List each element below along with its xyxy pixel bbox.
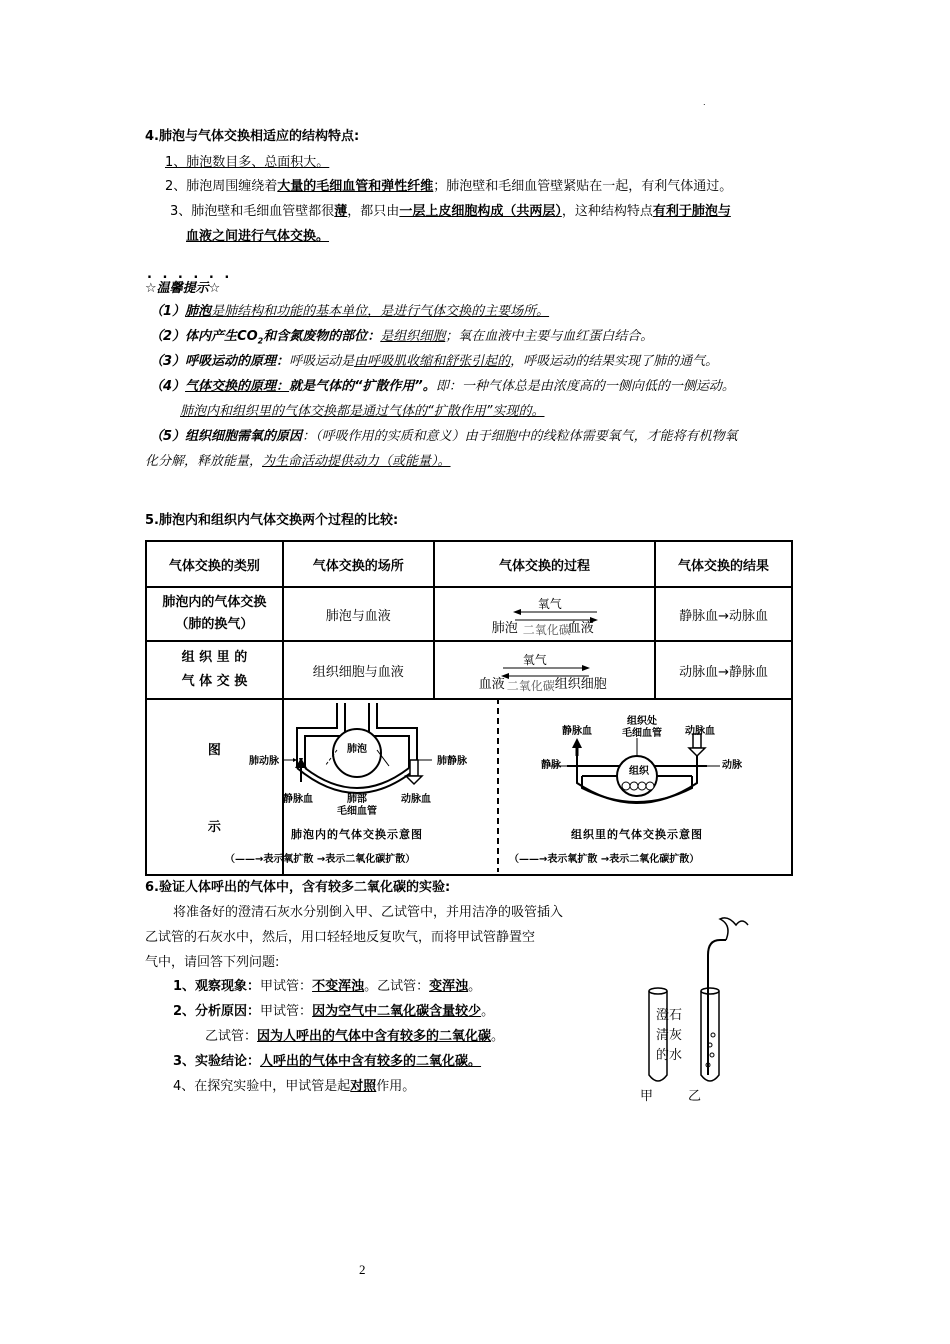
s4-item-1-text: 1、肺泡数目多、总面积大。 — [165, 155, 330, 170]
q4-answer: 对照 — [350, 1079, 377, 1094]
tip-5-rest: ：（呼吸作用的实质和意义）由于细胞中的线粒体需要氧气，才能将有机物氧 — [302, 429, 738, 444]
tip-4-key: 气体交换的原理： — [185, 379, 290, 394]
q2-end: 。 — [481, 1004, 495, 1019]
s4-item-2 — [165, 178, 732, 196]
alveolus-diagram — [197, 698, 497, 872]
tip-3-rest-b: ，呼吸运动的结果实现了肺的通气。 — [510, 354, 719, 369]
tips-dots: . . . . . . — [147, 267, 233, 282]
left-caption: 肺泡内的气体交换示意图 — [291, 828, 423, 841]
tube-jia-label: 甲 — [640, 1089, 654, 1104]
limewater-label-1: 澄石 — [656, 1008, 683, 1023]
capillary-label-a: 肺部 — [347, 794, 367, 805]
limewater-label-3: 的水 — [656, 1048, 683, 1063]
q4-pre: 4、在探究实验中，甲试管是起 — [173, 1079, 351, 1094]
tip-1-rest: 是肺结构和功能的基本单位，是进行气体交换的主要场所。 — [211, 304, 550, 319]
r-vein-label: 静脉 — [541, 760, 561, 771]
page-mark: . — [703, 98, 706, 107]
tip-3-num: （3） — [150, 354, 186, 369]
limewater-label-2: 清灰 — [656, 1028, 683, 1043]
row2-process — [434, 641, 655, 699]
tips-title: ☆温馨提示☆ — [145, 281, 221, 296]
right-legend: （——→表示氧扩散 →表示二氧化碳扩散） — [509, 854, 700, 865]
table-row — [146, 587, 792, 641]
row1-category — [146, 587, 283, 641]
q2-a-answer: 因为空气中二氧化碳含量较少 — [312, 1004, 482, 1019]
row2-process-diagram — [435, 645, 654, 695]
tip-2-num: （2） — [150, 329, 186, 344]
s6-q1 — [173, 978, 481, 996]
tip-2-rest: ；氧在血液中主要与血红蛋白结合。 — [445, 329, 654, 344]
s6-q2-b — [205, 1028, 504, 1046]
q1-b: 。乙试管： — [364, 979, 430, 994]
q2-b-end: 。 — [491, 1029, 505, 1044]
row1-process-diagram — [435, 589, 654, 639]
row1-left: 肺泡 — [491, 621, 518, 636]
q2-b-answer: 因为人呼出的气体中含有较多的二氧化碳 — [257, 1029, 492, 1044]
row1-category-a: 肺泡内的气体交换 — [162, 595, 267, 610]
tip-1-key: 肺泡 — [185, 304, 212, 319]
tip-2-key-a: 体内产生 — [185, 329, 238, 344]
r-tissue-label: 组织 — [629, 766, 649, 777]
q1-a: 甲试管： — [260, 979, 313, 994]
row1-process — [434, 587, 655, 641]
tip-2 — [150, 328, 653, 351]
tip-3 — [150, 353, 718, 371]
s4-item-2-pre: 2、肺泡周围缠绕着 — [165, 179, 278, 194]
s4-item-3-pre: 3、肺泡壁和毛细血管壁都很 — [170, 204, 335, 219]
right-caption: 组织里的气体交换示意图 — [571, 828, 703, 841]
tube-yi-label: 乙 — [688, 1089, 702, 1104]
pulm-vein-label: 肺静脉 — [437, 756, 467, 767]
page-number: 2 — [359, 1262, 366, 1277]
pulm-artery-label: 肺动脉 — [249, 756, 279, 767]
q1-b-answer: 变浑浊 — [429, 979, 469, 994]
tip-2-key-b: 和含氮废物的部位： — [263, 329, 381, 344]
section-6-title: 6.验证人体呼出的气体中，含有较多二氧化碳的实验: — [145, 880, 451, 895]
tip-4 — [150, 378, 735, 396]
arterial-blood-label: 动脉血 — [401, 794, 431, 805]
row1-bottom-gas: 二氧化碳 — [522, 623, 571, 637]
row2-result: 动脉血→静脉血 — [655, 641, 792, 699]
row2-bottom-gas: 二氧化碳 — [506, 679, 555, 693]
tip-5-line2-a: 化分解，释放能量， — [145, 454, 263, 469]
header-place: 气体交换的场所 — [283, 541, 434, 587]
tip-1-num: （1） — [150, 304, 186, 319]
s4-item-3-em3: 有利于肺泡与 — [652, 204, 731, 219]
limewater-label — [656, 1006, 682, 1066]
tip-5-key: 组织细胞需氧的原因 — [185, 429, 303, 444]
section-4-title: 4.肺泡与气体交换相适应的结构特点: — [145, 129, 360, 144]
q2-a: 甲试管： — [260, 1004, 313, 1019]
tip-3-rest-a: 呼吸运动是 — [289, 354, 355, 369]
row2-place: 组织细胞与血液 — [283, 641, 434, 699]
s4-item-3-mid: ，都只由 — [347, 204, 400, 219]
r-capillary-b: 毛细血管 — [622, 728, 662, 739]
row1-right: 血液 — [567, 621, 594, 636]
tip-4-rest: 即：一种气体总是由浓度高的一侧向低的一侧运动。 — [435, 379, 735, 394]
row3-label-b: 示 — [207, 820, 221, 835]
tip-2-key-co: CO — [237, 329, 258, 344]
tip-5-num: （5） — [150, 429, 186, 444]
row2-right: 组织细胞 — [554, 677, 607, 692]
row2-left: 血液 — [478, 677, 505, 692]
alveolus-label: 肺泡 — [347, 744, 367, 755]
s4-item-3-em1: 薄 — [334, 204, 348, 219]
s4-item-2-post: ；肺泡壁和毛细血管壁紧贴在一起，有利气体通过。 — [433, 179, 733, 194]
s6-para-3: 气中，请回答下列问题: — [145, 955, 280, 970]
r-capillary-a: 组织处 — [627, 716, 657, 727]
s6-para-2: 乙试管的石灰水中，然后，用口轻轻地反复吹气，而将甲试管静置空 — [145, 930, 536, 945]
row1-place: 肺泡与血液 — [283, 587, 434, 641]
s6-q4 — [173, 1078, 415, 1096]
row1-result: 静脉血→动脉血 — [655, 587, 792, 641]
row1-top-gas: 氧气 — [537, 597, 562, 611]
q3-label: 3、实验结论： — [173, 1054, 261, 1069]
tip-1 — [150, 303, 549, 321]
s4-item-3 — [170, 203, 731, 221]
tip-3-key: 呼吸运动的原理： — [185, 354, 290, 369]
table-header-row — [146, 541, 792, 587]
s6-q2 — [173, 1003, 494, 1021]
tip-5-line2 — [145, 453, 451, 471]
section-5-title: 5.肺泡内和组织内气体交换两个过程的比较: — [145, 513, 399, 528]
r-artery-label: 动脉 — [722, 760, 742, 771]
tip-3-em: 由呼吸肌收缩和舒张引起的 — [354, 354, 511, 369]
tip-4-line2: 肺泡内和组织里的气体交换都是通过气体的“扩散作用”实现的。 — [180, 404, 545, 419]
row2-category-a: 组 织 里 的 — [181, 650, 248, 665]
tip-5 — [150, 428, 738, 446]
left-legend: （——→表示氧扩散 →表示二氧化碳扩散） — [225, 854, 416, 865]
r-venous-label: 静脉血 — [562, 726, 592, 737]
s4-item-2-em: 大量的毛细血管和弹性纤维 — [277, 179, 434, 194]
row2-category — [146, 641, 283, 699]
tip-5-line2-em: 为生命活动提供动力（或能量）。 — [262, 454, 451, 469]
capillary-label-b: 毛细血管 — [337, 806, 377, 817]
q1-end: 。 — [468, 979, 482, 994]
s6-para-1: 将准备好的澄清石灰水分别倒入甲、乙试管中，并用洁净的吸管插入 — [173, 905, 564, 920]
table-row — [146, 641, 792, 699]
q4-post: 作用。 — [376, 1079, 416, 1094]
r-arterial-label: 动脉血 — [685, 726, 715, 737]
s6-q3 — [173, 1053, 481, 1071]
header-process: 气体交换的过程 — [434, 541, 655, 587]
header-category: 气体交换的类别 — [146, 541, 283, 587]
row2-top-gas: 氧气 — [522, 653, 547, 667]
q1-label: 1、观察现象： — [173, 979, 261, 994]
tip-2-em: 是组织细胞 — [380, 329, 446, 344]
q2-b: 乙试管： — [205, 1029, 258, 1044]
q3-answer: 人呼出的气体中含有较多的二氧化碳。 — [260, 1054, 482, 1069]
row3-label-a: 图 — [207, 743, 221, 758]
row2-category-b: 气 体 交 换 — [181, 674, 248, 689]
venous-blood-label: 静脉血 — [283, 794, 313, 805]
tip-4-bold: 就是气体的“扩散作用”。 — [289, 379, 436, 394]
header-result: 气体交换的结果 — [655, 541, 792, 587]
q1-a-answer: 不变浑浊 — [312, 979, 365, 994]
tip-2-key-sub: 2 — [257, 336, 264, 346]
diagram-area — [197, 698, 791, 872]
s4-item-3-line2: 血液之间进行气体交换。 — [186, 229, 330, 244]
tip-4-num: （4） — [150, 379, 186, 394]
q2-label: 2、分析原因： — [173, 1004, 261, 1019]
row1-category-b: （肺的换气） — [175, 617, 254, 632]
s4-item-3-mid2: ，这种结构特点 — [561, 204, 653, 219]
s4-item-3-em2: 一层上皮细胞构成（共两层） — [399, 204, 562, 219]
s4-item-1 — [165, 154, 329, 172]
